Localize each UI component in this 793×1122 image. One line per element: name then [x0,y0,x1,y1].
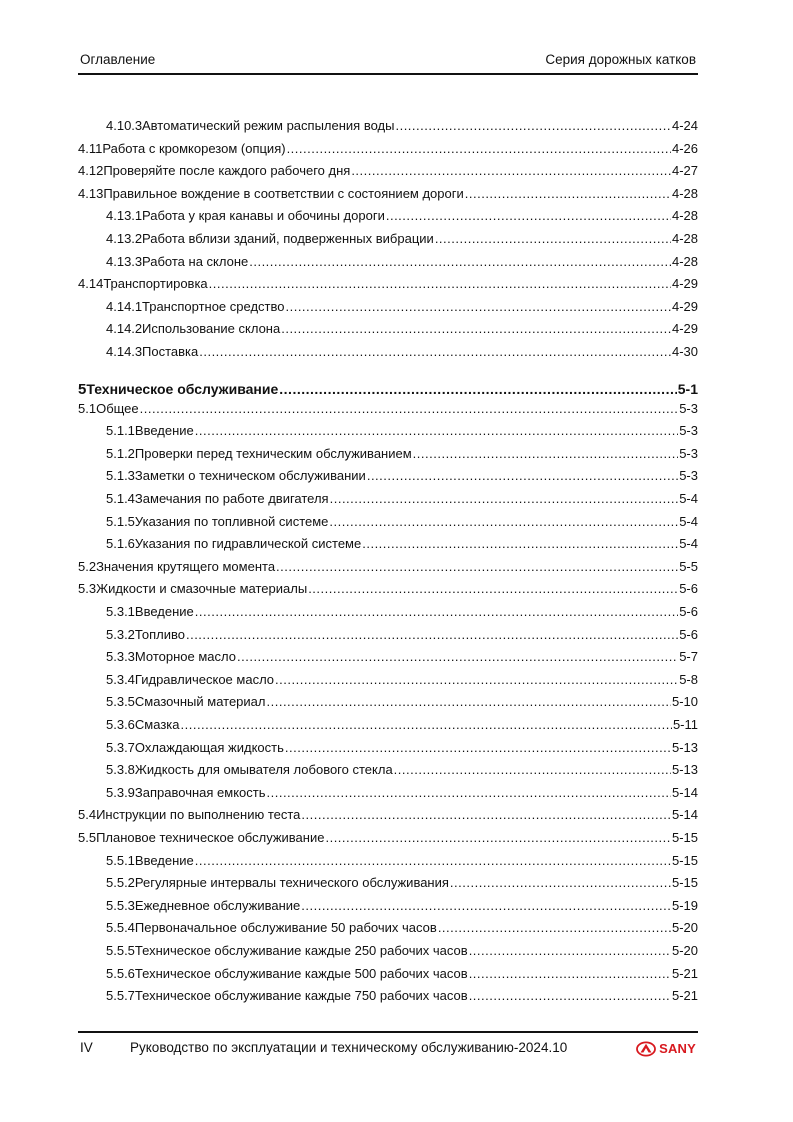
toc-entry-title: Использование склона [142,321,281,336]
toc-entry-number: 4.13.1 [106,208,143,223]
toc-entry-page: 5-7 [679,649,698,664]
toc-entry[interactable] [78,830,698,846]
toc-leader-dots [325,830,671,846]
toc-entry-number: 4.14.1 [106,299,143,314]
toc-entry[interactable] [78,141,698,157]
toc-entry-page: 5-8 [679,672,698,687]
toc-entry-number: 5.1.4 [106,491,135,506]
toc-entry-title: Смазочный материал [134,694,266,709]
toc-entry-title: Проверяйте после каждого рабочего дня [103,163,351,178]
toc-leader-dots [386,208,671,224]
toc-leader-dots [287,141,671,157]
toc-leader-dots [285,740,671,756]
toc-entry[interactable] [106,254,698,270]
toc-entry-title: Введение [134,604,194,619]
toc-entry-number: 5.5.5 [106,943,135,958]
toc-entry[interactable] [78,276,698,292]
footer-rule [78,1031,698,1033]
footer-document-title: Руководство по эксплуатации и техническому обслуживанию-2024.10 [130,1040,568,1055]
toc-entry-page: 5-3 [679,401,698,416]
toc-entry-page: 5-20 [671,920,698,935]
toc-entry-page: 5-15 [671,875,698,890]
sany-logo-text: SANY [659,1041,696,1056]
sany-logo-icon [636,1041,656,1057]
toc-entry-title: Регулярные интервалы технического обслуживания [134,875,449,890]
toc-entry-page: 5-6 [679,581,698,596]
sany-logo [636,1039,696,1059]
toc-leader-dots [281,321,671,337]
toc-entry-title: Жидкости и смазочные материалы [96,581,308,596]
toc-entry-number: 5.3.7 [106,740,135,755]
toc-entry-number: 4.11 [78,141,103,156]
toc-leader-dots [413,446,679,462]
toc-entry-number: 5.3.5 [106,694,135,709]
toc-entry-page: 5-3 [679,468,698,483]
toc-entry[interactable] [106,536,698,552]
toc-leader-dots [267,694,671,710]
toc-leader-dots [301,807,671,823]
toc-entry-page: 5-4 [679,536,698,551]
toc-entry[interactable] [106,694,698,710]
footer-page-number: IV [80,1040,93,1055]
toc-leader-dots [362,536,678,552]
toc-leader-dots [394,762,671,778]
toc-entry-number: 5.5 [78,830,97,845]
toc-leader-dots [279,381,676,397]
toc-entry-number: 5.1 [78,401,97,416]
toc-entry-number: 5.5.4 [106,920,135,935]
toc-entry[interactable] [106,514,698,530]
toc-entry[interactable] [106,321,698,337]
toc-entry-page: 5-5 [679,559,698,574]
toc-entry-page: 4-28 [671,208,698,223]
toc-entry-title: Проверки перед техническим обслуживанием [134,446,412,461]
toc-entry-page: 5-3 [679,446,698,461]
toc-entry-page: 5-19 [671,898,698,913]
toc-leader-dots [301,898,671,914]
toc-entry-number: 5.3 [78,581,97,596]
toc-leader-dots [267,785,671,801]
toc-entry[interactable] [106,344,698,360]
toc-entry[interactable] [78,401,698,417]
header-series-title: Серия дорожных катков [545,52,696,67]
toc-entry-page: 4-28 [671,186,698,201]
toc-entry-title: Значения крутящего момента [96,559,276,574]
toc-leader-dots [195,853,671,869]
toc-entry-title: Заметки о техническом обслуживании [134,468,366,483]
toc-entry-number: 4.13.2 [106,231,143,246]
toc-entry-number: 5.3.9 [106,785,135,800]
toc-entry-page: 5-15 [671,830,698,845]
toc-entry-title: Ежедневное обслуживание [134,898,301,913]
toc-entry-number: 5.5.2 [106,875,135,890]
toc-leader-dots [276,559,678,575]
toc-entry-title: Плановое техническое обслуживание [96,830,325,845]
toc-leader-dots [395,118,671,134]
toc-leader-dots [469,966,671,982]
toc-entry-number: 4.13.3 [106,254,143,269]
toc-leader-dots [469,988,671,1004]
toc-leader-dots [435,231,671,247]
toc-entry-page: 5-10 [671,694,698,709]
toc-entry-title: Работа на склоне [142,254,249,269]
toc-entry[interactable] [106,446,698,462]
toc-entry[interactable] [106,785,698,801]
toc-entry-page: 5-6 [679,604,698,619]
toc-entry-number: 5.1.6 [106,536,135,551]
toc-entry-number: 5.4 [78,807,97,822]
toc-entry-page: 5-4 [679,491,698,506]
toc-entry-title: Гидравлическое масло [134,672,275,687]
toc-entry[interactable] [106,717,698,733]
toc-leader-dots [330,491,679,507]
toc-leader-dots [438,920,671,936]
toc-entry-title: Техническое обслуживание [86,381,279,397]
toc-entry-number: 5.5.1 [106,853,135,868]
toc-entry-page: 4-29 [671,321,698,336]
toc-entry-page: 4-28 [671,231,698,246]
toc-entry-title: Общее [96,401,139,416]
toc-entry-page: 5-15 [671,853,698,868]
toc-entry-title: Автоматический режим распыления воды [142,118,395,133]
toc-entry[interactable] [106,762,698,778]
toc-leader-dots [186,627,678,643]
toc-entry-page: 5-3 [679,423,698,438]
toc-entry-number: 5.5.3 [106,898,135,913]
toc-entry-number: 4.13 [78,186,104,201]
toc-entry-number: 5.5.6 [106,966,135,981]
toc-entry[interactable] [78,163,698,179]
toc-leader-dots [249,254,671,270]
toc-entry[interactable] [106,231,698,247]
toc-chapter-entry[interactable] [78,381,698,397]
toc-entry-title: Введение [134,853,194,868]
toc-entry-page: 5-21 [671,988,698,1003]
toc-entry-number: 5.3.2 [106,627,135,642]
toc-entry-page: 4-24 [671,118,698,133]
toc-entry-number: 5 [78,381,87,398]
header-section-title: Оглавление [80,52,156,67]
toc-entry-number: 5.3.6 [106,717,135,732]
toc-entry-title: Работа у края канавы и обочины дороги [142,208,385,223]
toc-entry-page: 5-6 [679,627,698,642]
toc-entry[interactable] [106,299,698,315]
toc-entry-page: 4-29 [671,276,698,291]
toc-entry-number: 4.10.3 [106,118,143,133]
toc-entry-page: 5-4 [679,514,698,529]
toc-leader-dots [181,717,672,733]
toc-entry-title: Работа вблизи зданий, подверженных вибрации [142,231,434,246]
toc-entry[interactable] [106,875,698,891]
toc-entry-title: Указания по гидравлической системе [134,536,362,551]
toc-entry[interactable] [106,491,698,507]
toc-entry-number: 5.5.7 [106,988,135,1003]
toc-entry-title: Замечания по работе двигателя [134,491,329,506]
toc-entry[interactable] [106,920,698,936]
toc-entry-page: 5-11 [672,717,698,732]
toc-entry-title: Техническое обслуживание каждые 500 рабочих часов [134,966,468,981]
toc-entry[interactable] [106,423,698,439]
page-footer [78,1038,698,1060]
toc-entry-title: Введение [134,423,194,438]
toc-entry-title: Транспортное средство [142,299,285,314]
toc-entry-number: 5.1.1 [106,423,135,438]
toc-entry[interactable] [106,604,698,620]
toc-entry-title: Моторное масло [134,649,236,664]
toc-entry-page: 4-27 [671,163,698,178]
toc-entry-page: 4-26 [671,141,698,156]
toc-entry-page: 4-29 [671,299,698,314]
toc-entry[interactable] [78,581,698,597]
toc-entry[interactable] [106,672,698,688]
toc-entry-title: Инструкции по выполнению теста [96,807,301,822]
toc-entry[interactable] [106,208,698,224]
toc-leader-dots [351,163,671,179]
toc-entry-page: 4-30 [671,344,698,359]
toc-leader-dots [367,468,678,484]
toc-entry-number: 5.2 [78,559,97,574]
toc-entry-title: Заправочная емкость [134,785,266,800]
toc-entry[interactable] [106,966,698,982]
toc-entry-page: 5-14 [671,807,698,822]
toc-entry-number: 4.14.2 [106,321,143,336]
toc-entry-number: 5.3.4 [106,672,135,687]
toc-entry[interactable] [106,740,698,756]
toc-entry-page: 5-13 [671,740,698,755]
toc-entry-title: Жидкость для омывателя лобового стекла [134,762,393,777]
toc-entry-page: 4-28 [671,254,698,269]
toc-entry[interactable] [106,468,698,484]
toc-entry-title: Правильное вождение в соответствии с состоянием дороги [103,186,464,201]
toc-entry[interactable] [78,559,698,575]
toc-leader-dots [275,672,678,688]
toc-entry-title: Поставка [142,344,199,359]
toc-entry-title: Топливо [134,627,185,642]
toc-entry-title: Смазка [134,717,180,732]
toc-entry[interactable] [106,118,698,134]
toc-entry[interactable] [106,943,698,959]
toc-entry-title: Транспортировка [103,276,208,291]
toc-leader-dots [199,344,671,360]
toc-entry[interactable] [78,186,698,202]
toc-entry[interactable] [106,853,698,869]
toc-entry-number: 4.14.3 [106,344,143,359]
toc-leader-dots [465,186,671,202]
toc-entry-number: 4.12 [78,163,104,178]
toc-leader-dots [450,875,671,891]
toc-entry[interactable] [106,988,698,1004]
toc-leader-dots [308,581,678,597]
toc-leader-dots [469,943,671,959]
toc-leader-dots [140,401,679,417]
toc-entry-number: 5.3.1 [106,604,135,619]
toc-entry-page: 5-13 [671,762,698,777]
toc-entry-number: 5.3.8 [106,762,135,777]
toc-entry-page: 5-1 [677,381,698,397]
toc-entry-title: Техническое обслуживание каждые 250 рабочих часов [134,943,468,958]
toc-entry-title: Указания по топливной системе [134,514,329,529]
toc-leader-dots [195,604,678,620]
toc-leader-dots [237,649,678,665]
toc-entry-number: 5.3.3 [106,649,135,664]
toc-entry-page: 5-14 [671,785,698,800]
toc-entry-title: Охлаждающая жидкость [134,740,284,755]
toc-entry-page: 5-20 [671,943,698,958]
toc-leader-dots [195,423,678,439]
toc-entry[interactable] [106,649,698,665]
toc-entry-page: 5-21 [671,966,698,981]
toc-entry[interactable] [106,898,698,914]
toc-entry-number: 5.1.3 [106,468,135,483]
toc-leader-dots [329,514,678,530]
toc-entry-number: 4.14 [78,276,104,291]
toc-entry[interactable] [78,807,698,823]
toc-entry-title: Работа с кромкорезом (опция) [102,141,286,156]
toc-entry-number: 5.1.2 [106,446,135,461]
toc-entry-title: Первоначальное обслуживание 50 рабочих часов [134,920,437,935]
toc-leader-dots [209,276,671,292]
toc-entry-title: Техническое обслуживание каждые 750 рабочих часов [134,988,468,1003]
toc-entry-number: 5.1.5 [106,514,135,529]
toc-leader-dots [285,299,670,315]
toc-entry[interactable] [106,627,698,643]
